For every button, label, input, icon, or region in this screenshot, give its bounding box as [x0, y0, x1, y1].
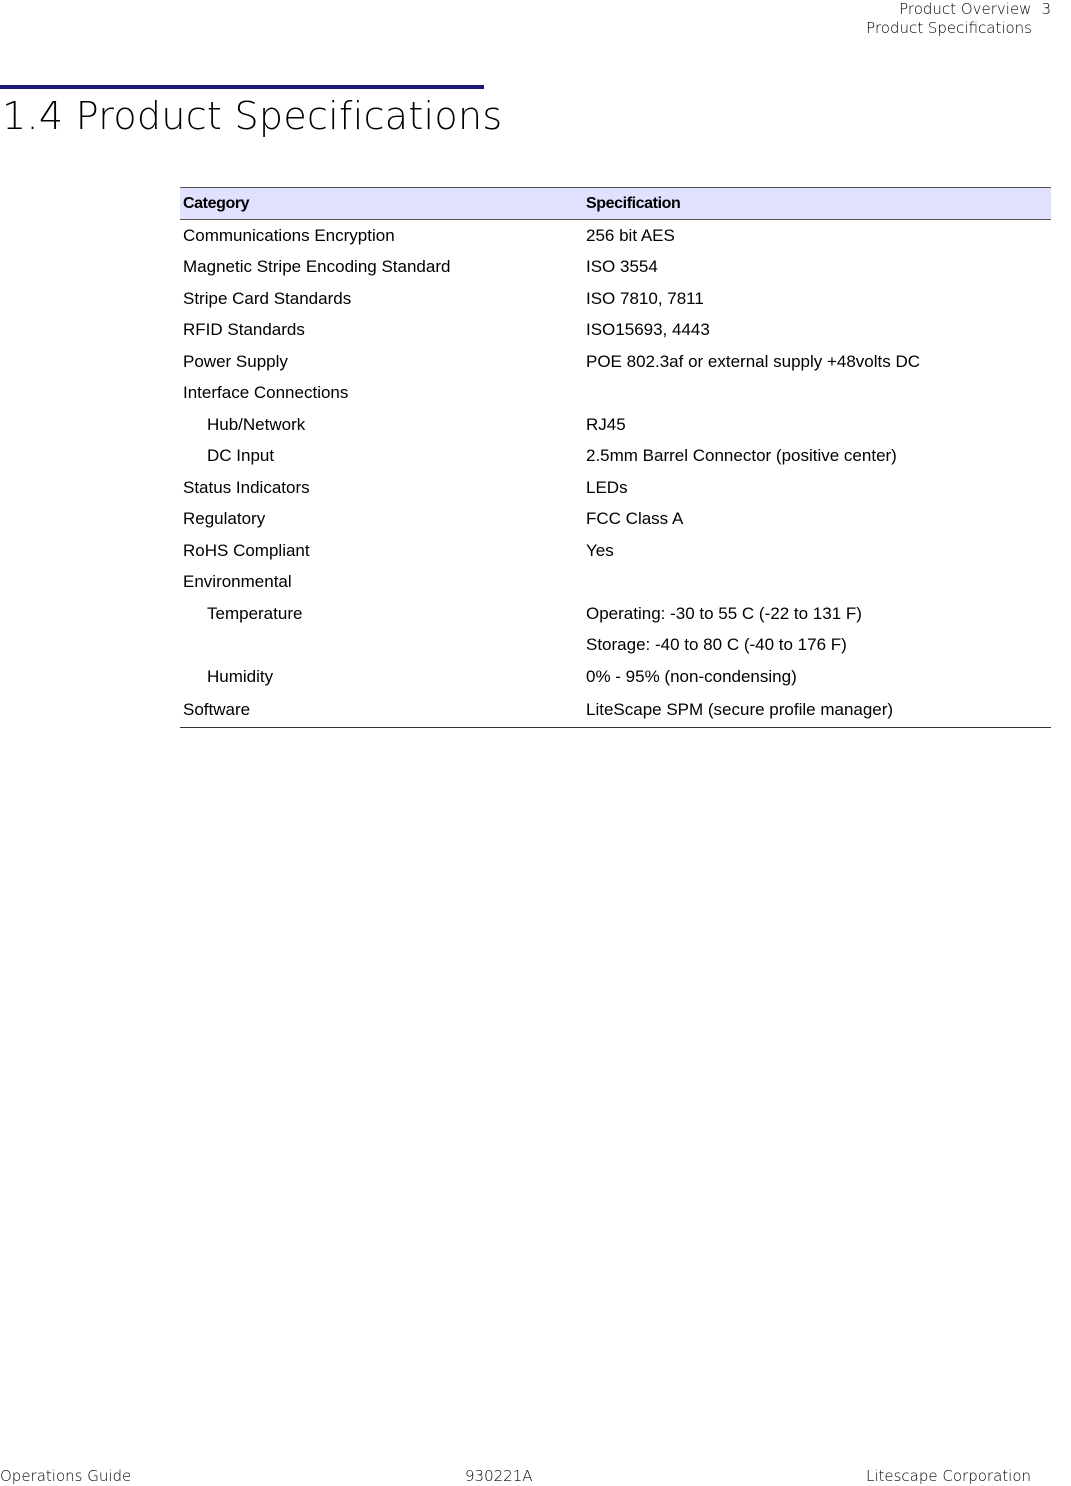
category-cell: Magnetic Stripe Encoding Standard — [183, 257, 451, 277]
spec-cell: Operating: -30 to 55 C (-22 to 131 F) — [586, 603, 862, 623]
category-cell: Stripe Card Standards — [183, 288, 352, 308]
category-cell: Power Supply — [183, 351, 288, 371]
spec-cell: POE 802.3af or external supply +48volts DC — [586, 351, 921, 371]
table-row — [180, 567, 1051, 599]
spec-cell: Storage: -40 to 80 C (-40 to 176 F) — [586, 635, 847, 655]
table-row — [180, 409, 1051, 441]
running-header-chapter: Product Overview — [899, 0, 1032, 18]
section-title: 1.4 Product Specifications — [2, 94, 503, 138]
subcategory-cell: DC Input — [207, 446, 275, 466]
table-header-row — [180, 188, 1051, 220]
table-row — [180, 630, 1051, 662]
footer-company: Litescape Corporation — [865, 1467, 1031, 1485]
footer-document-number: 930221A — [465, 1467, 533, 1485]
spec-table — [180, 187, 1051, 728]
table-row — [180, 661, 1051, 693]
running-header — [866, 0, 1051, 38]
category-cell: RoHS Compliant — [183, 540, 310, 560]
subcategory-cell: Hub/Network — [207, 414, 306, 434]
category-cell: Environmental — [183, 572, 292, 592]
spec-cell — [583, 567, 1051, 599]
subcategory-cell: Temperature — [207, 603, 303, 623]
spec-cell: 0% - 95% (non-condensing) — [586, 666, 797, 686]
page-number: 3 — [1041, 0, 1051, 18]
table-row — [180, 535, 1051, 567]
table-row — [180, 346, 1051, 378]
category-cell: Status Indicators — [183, 477, 310, 497]
table-row — [180, 220, 1051, 252]
spec-cell: LEDs — [586, 477, 628, 497]
spec-cell: 2.5mm Barrel Connector (positive center) — [586, 446, 897, 466]
footer-document-title: Operations Guide — [0, 1467, 132, 1485]
spec-cell: LiteScape SPM (secure profile manager) — [583, 693, 1051, 728]
spec-cell: Yes — [586, 540, 614, 560]
spec-cell: FCC Class A — [586, 509, 684, 529]
table-row — [180, 315, 1051, 347]
spec-cell: RJ45 — [586, 414, 626, 434]
spec-cell: ISO15693, 4443 — [586, 320, 710, 340]
running-header-chapter-line — [866, 0, 1051, 19]
column-header-specification: Specification — [583, 188, 1051, 220]
spec-cell: 256 bit AES — [586, 225, 675, 245]
category-cell: Software — [180, 693, 583, 728]
column-header-category: Category — [180, 188, 583, 220]
table-row — [180, 378, 1051, 410]
table-row — [180, 598, 1051, 630]
subcategory-cell: Humidity — [207, 666, 274, 686]
section-title-rule — [0, 85, 484, 89]
category-cell: Regulatory — [183, 509, 266, 529]
spec-cell — [583, 378, 1051, 410]
category-cell: Communications Encryption — [183, 225, 395, 245]
table-row — [180, 252, 1051, 284]
table-row — [180, 504, 1051, 536]
spec-cell: ISO 3554 — [586, 257, 658, 277]
spec-cell: ISO 7810, 7811 — [586, 288, 704, 308]
running-header-section: Product Specifications — [866, 19, 1032, 37]
category-cell: Interface Connections — [183, 383, 349, 403]
table-row — [180, 283, 1051, 315]
category-cell: RFID Standards — [183, 320, 305, 340]
subcategory-cell — [180, 630, 583, 662]
table-row — [180, 693, 1051, 728]
table-row — [180, 472, 1051, 504]
table-row — [180, 441, 1051, 473]
